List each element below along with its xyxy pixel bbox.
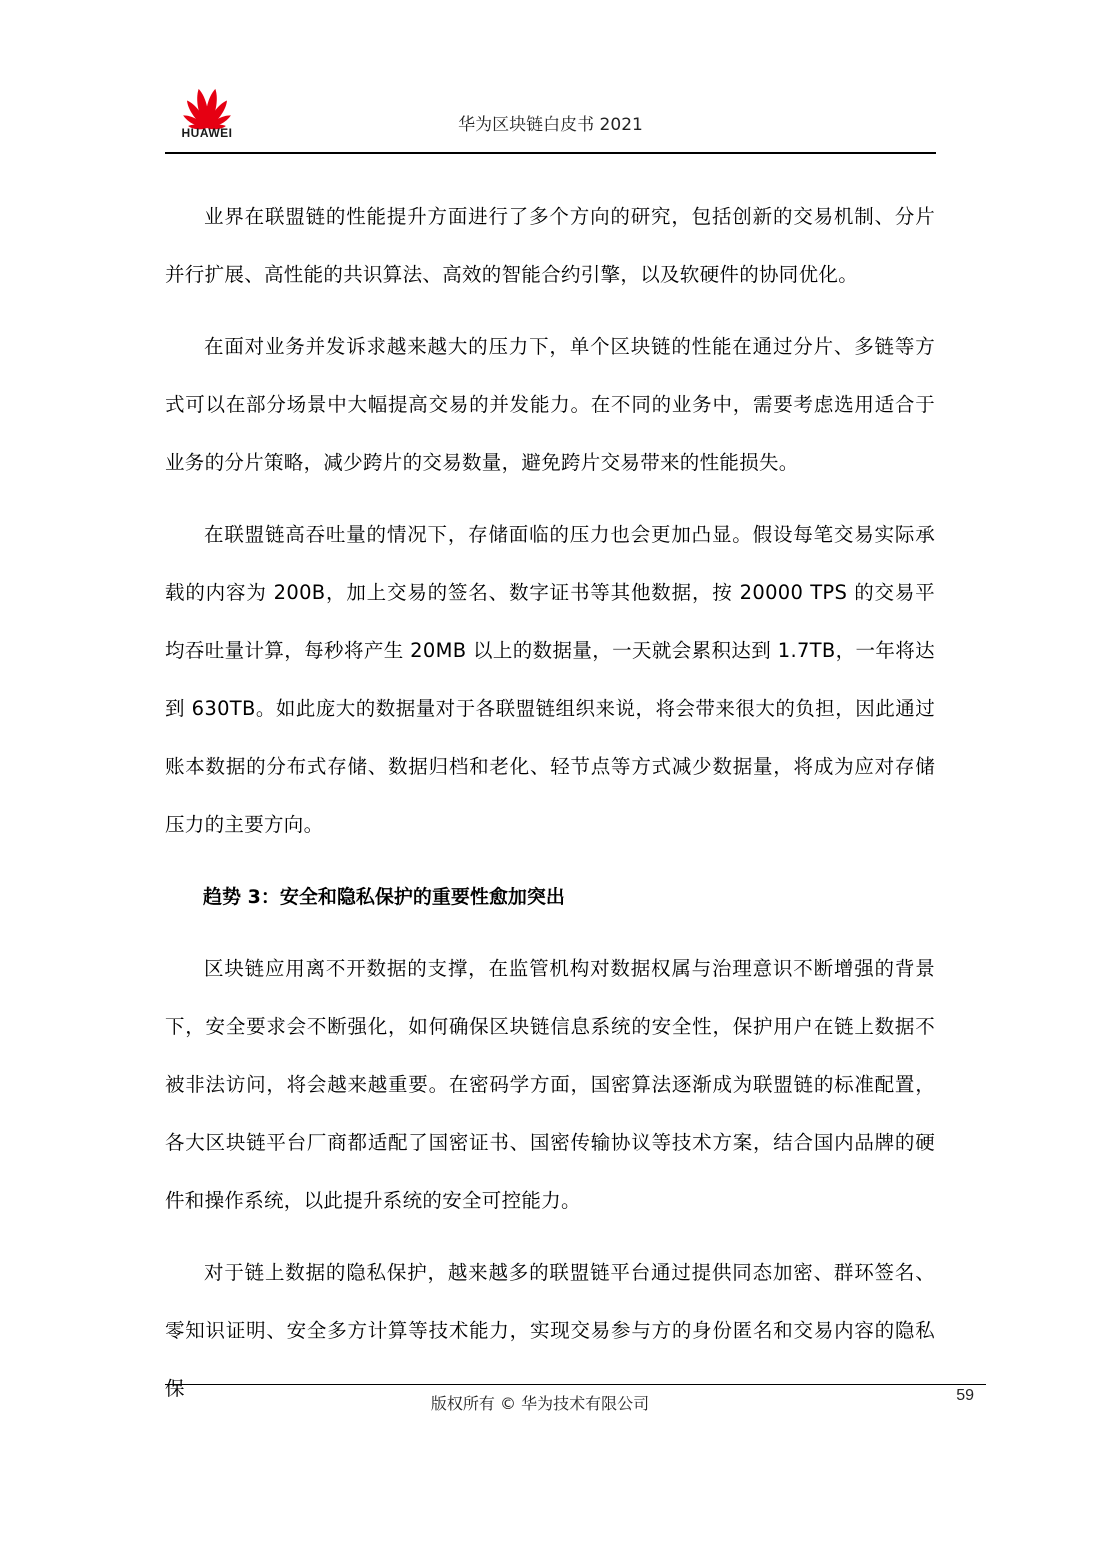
copyright-notice: 版权所有 © 华为技术有限公司 [430,1394,650,1413]
paragraph: 业界在联盟链的性能提升方面进行了多个方向的研究，包括创新的交易机制、分片并行扩展、高性能的共识算法、高效的智能合约引擎，以及软硬件的协同优化。 [165,205,935,286]
page-body [165,188,935,1432]
paragraph: 对于链上数据的隐私保护，越来越多的联盟链平台通过提供同态加密、群环签名、零知识证明、安全多方计算等技术能力，实现交易参与方的身份匿名和交易内容的隐私保 [165,1261,935,1400]
logo-wordmark: HUAWEI [181,126,233,140]
page-footer [165,1384,986,1413]
paragraph: 区块链应用离不开数据的支撑，在监管机构对数据权属与治理意识不断增强的背景下，安全要求会不断强化，如何确保区块链信息系统的安全性，保护用户在链上数据不被非法访问，将会越来越重要。在密码学方面，国密算法逐渐成为联盟链的标准配置，各大区块链平台厂商都适配了国密证书、国密传输协议等技术方案，结合国内品牌的硬件和操作系统，以此提升系统的安全可控能力。 [165,957,935,1212]
paragraph: 在面对业务并发诉求越来越大的压力下，单个区块链的性能在通过分片、多链等方式可以在部分场景中大幅提高交易的并发能力。在不同的业务中，需要考虑选用适合于业务的分片策略，减少跨片的交易数量，避免跨片交易带来的性能损失。 [165,335,935,474]
document-title: 华为区块链白皮书 2021 [458,115,643,135]
page-number: 59 [956,1387,974,1404]
section-heading: 趋势 3：安全和隐私保护的重要性愈加突出 [203,886,565,908]
page-header [165,80,936,154]
paragraph: 在联盟链高吞吐量的情况下，存储面临的压力也会更加凸显。假设每笔交易实际承载的内容为 200B，加上交易的签名、数字证书等其他数据，按 20000 TPS 的交易平均吞吐量计算，每秒将产生 20MB 以上的数据量，一天就会累积达到 1.7TB，一年将达到 630TB。如此庞大的数据量对于各联盟链组织来说，将会带来很大的负担，因此通过账本数据的分布式存储、数据归档和老化、轻节点等方式减少数据量，将成为应对存储压力的主要方向。 [165,523,935,836]
